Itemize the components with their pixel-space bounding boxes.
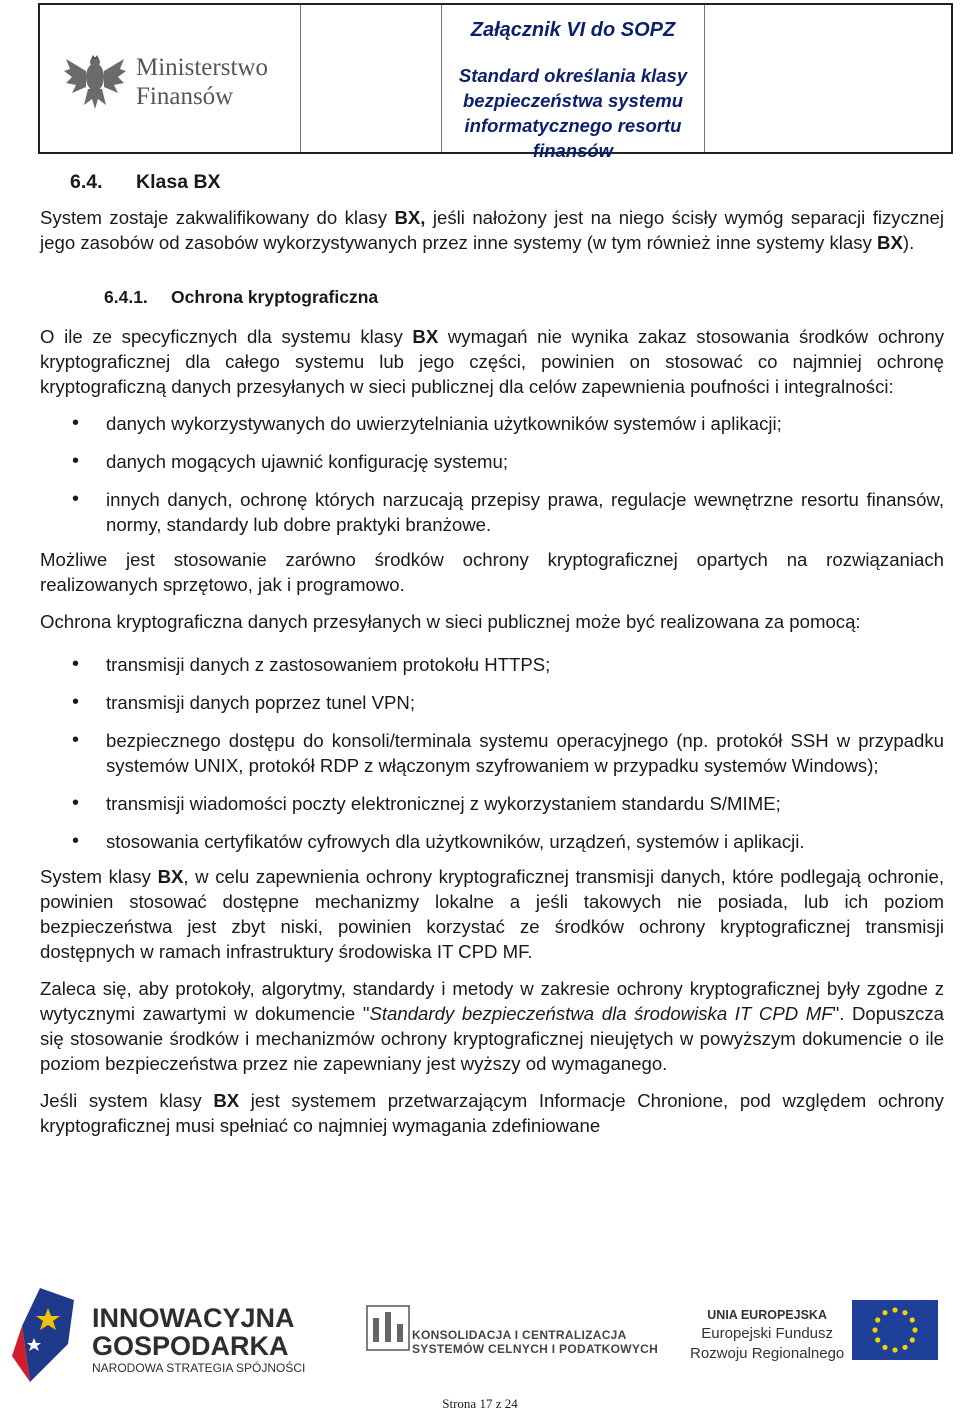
document-body (40, 170, 944, 1138)
eu-logo-text: UNIA EUROPEJSKA Europejski Fundusz Rozwoju Regionalnego (690, 1308, 845, 1362)
subsection-heading (104, 285, 944, 310)
header-empty-cell (705, 5, 951, 152)
kc-logo-text: KONSOLIDACJA I CENTRALIZACJA SYSTEMÓW CELNYCH I PODATKOWYCH (412, 1328, 659, 1356)
section-title: Klasa BX (136, 171, 221, 193)
eu-star (882, 1345, 887, 1350)
ig-logo-text: INNOWACYJNA GOSPODARKA NARODOWA STRATEGIA SPÓJNOŚCI (92, 1303, 306, 1375)
subsection-number: 6.4.1. (104, 287, 148, 307)
ministry-name (136, 53, 268, 111)
paragraph-recommendation: Zaleca się, aby protokoły, algorytmy, standardy i metody w zakresie ochrony kryptograficznej były zgodne z wytycznymi zawartymi w dokumencie "Standardy bezpieczeństwa dla środowiska IT CPD MF". Dopuszcza się stosowanie środków i mechanizmów ochrony kryptograficznej nieujętych w powyższym dokumencie o ile poziom bezpieczeństwa przez nie zapewniany jest wyższy od wymaganego. (40, 978, 944, 1074)
subsection-title: Ochrona kryptograficzna (171, 287, 379, 307)
footer-logos (0, 1284, 960, 1411)
eu-star (892, 1347, 897, 1352)
eu-star (872, 1327, 877, 1332)
document-header (38, 3, 953, 161)
list-item: • stosowania certyfikatów cyfrowych dla użytkowników, urządzeń, systemów i aplikacji. (40, 829, 944, 854)
list-item: • transmisji danych poprzez tunel VPN; (40, 690, 944, 715)
ministry-logo (40, 5, 301, 152)
eu-star (912, 1327, 917, 1332)
paragraph-local-mechanisms: System klasy BX, w celu zapewnienia ochrony kryptograficznej transmisji danych, które podlegają ochronie, powinien stosować dostępne mechanizmy lokalne a jeśli takowych nie posiada, lub ich poziom bezpieczeństwa jest zbyt niski, powinien korzystać ze środków ochrony kryptograficznej transmisji dostępnych w ramach infrastruktury środowiska IT CPD MF. (40, 866, 944, 962)
list-item: • innych danych, ochronę których narzucają przepisy prawa, regulacje wewnętrzne resortu finansów, normy, standardy lub dobre praktyki branżowe. (40, 487, 944, 537)
eu-star (902, 1310, 907, 1315)
standard-title (442, 63, 704, 163)
header-spacer (301, 5, 442, 152)
standard-title-line3: informatycznego resortu finansów (464, 115, 682, 161)
annex-label: Załącznik VI do SOPZ (470, 19, 676, 41)
eu-flag-icon (852, 1300, 938, 1360)
crypto-methods-list (40, 652, 944, 854)
list-item: • danych wykorzystywanych do uwierzytelniania użytkowników systemów i aplikacji; (40, 411, 944, 436)
standard-title-line1: Standard określania klasy (458, 65, 688, 86)
list-item: • transmisji danych z zastosowaniem protokołu HTTPS; (40, 652, 944, 677)
protected-data-list (40, 411, 944, 537)
eu-star (892, 1307, 897, 1312)
paragraph-class-definition: System zostaje zakwalifikowany do klasy BX, jeśli nałożony jest na niego ścisły wymóg separacji fizycznej jego zasobów od zasobów wykorzystywanych przez inne systemy (w tym również inne systemy klasy BX). (40, 207, 944, 253)
section-number: 6.4. (70, 171, 103, 193)
eagle-emblem-icon (62, 53, 128, 113)
paragraph-hw-sw: Możliwe jest stosowanie zarówno środków ochrony kryptograficznej opartych na rozwiązaniach realizowanych sprzętowo, jak i programowo. (40, 549, 944, 595)
list-item: • danych mogących ujawnić konfigurację systemu; (40, 449, 944, 474)
paragraph-crypto-scope: O ile ze specyficznych dla systemu klasy BX wymagań nie wynika zakaz stosowania środków ochrony kryptograficznej dla całego systemu lub jego części, powinien on stosować co najmniej ochronę kryptograficzną danych przesyłanych w sieci publicznej dla celów zapewnienia poufności i integralności: (40, 326, 944, 397)
eu-star (902, 1345, 907, 1350)
kc-logo-icon (365, 1304, 411, 1352)
list-item: • transmisji wiadomości poczty elektronicznej z wykorzystaniem standardu S/MIME; (40, 791, 944, 816)
paragraph-protected-info: Jeśli system klasy BX jest systemem przetwarzającym Informacje Chronione, pod względem ochrony kryptograficznej musi spełniać co najmniej wymagania zdefiniowane (40, 1090, 944, 1136)
eu-star (910, 1337, 915, 1342)
eu-star (910, 1317, 915, 1322)
list-item: • bezpiecznego dostępu do konsoli/terminala systemu operacyjnego (np. protokół SSH w przypadku systemów UNIX, protokół RDP z włączonym szyfrowaniem w przypadku systemów Windows); (40, 728, 944, 778)
ig-flag-logo-icon (10, 1286, 82, 1386)
eu-star (875, 1337, 880, 1342)
eu-star (875, 1317, 880, 1322)
paragraph-methods-intro: Ochrona kryptograficzna danych przesyłanych w sieci publicznej może być realizowana za pomocą: (40, 611, 861, 632)
ministry-name-line1: Ministerstwo (136, 54, 268, 81)
page-number: Strona 17 z 24 (442, 1396, 518, 1411)
header-title (442, 5, 705, 161)
ministry-name-line2: Finansów (136, 83, 234, 110)
standard-title-line2: bezpieczeństwa systemu (462, 90, 684, 111)
eu-star (882, 1310, 887, 1315)
section-heading (70, 170, 944, 195)
